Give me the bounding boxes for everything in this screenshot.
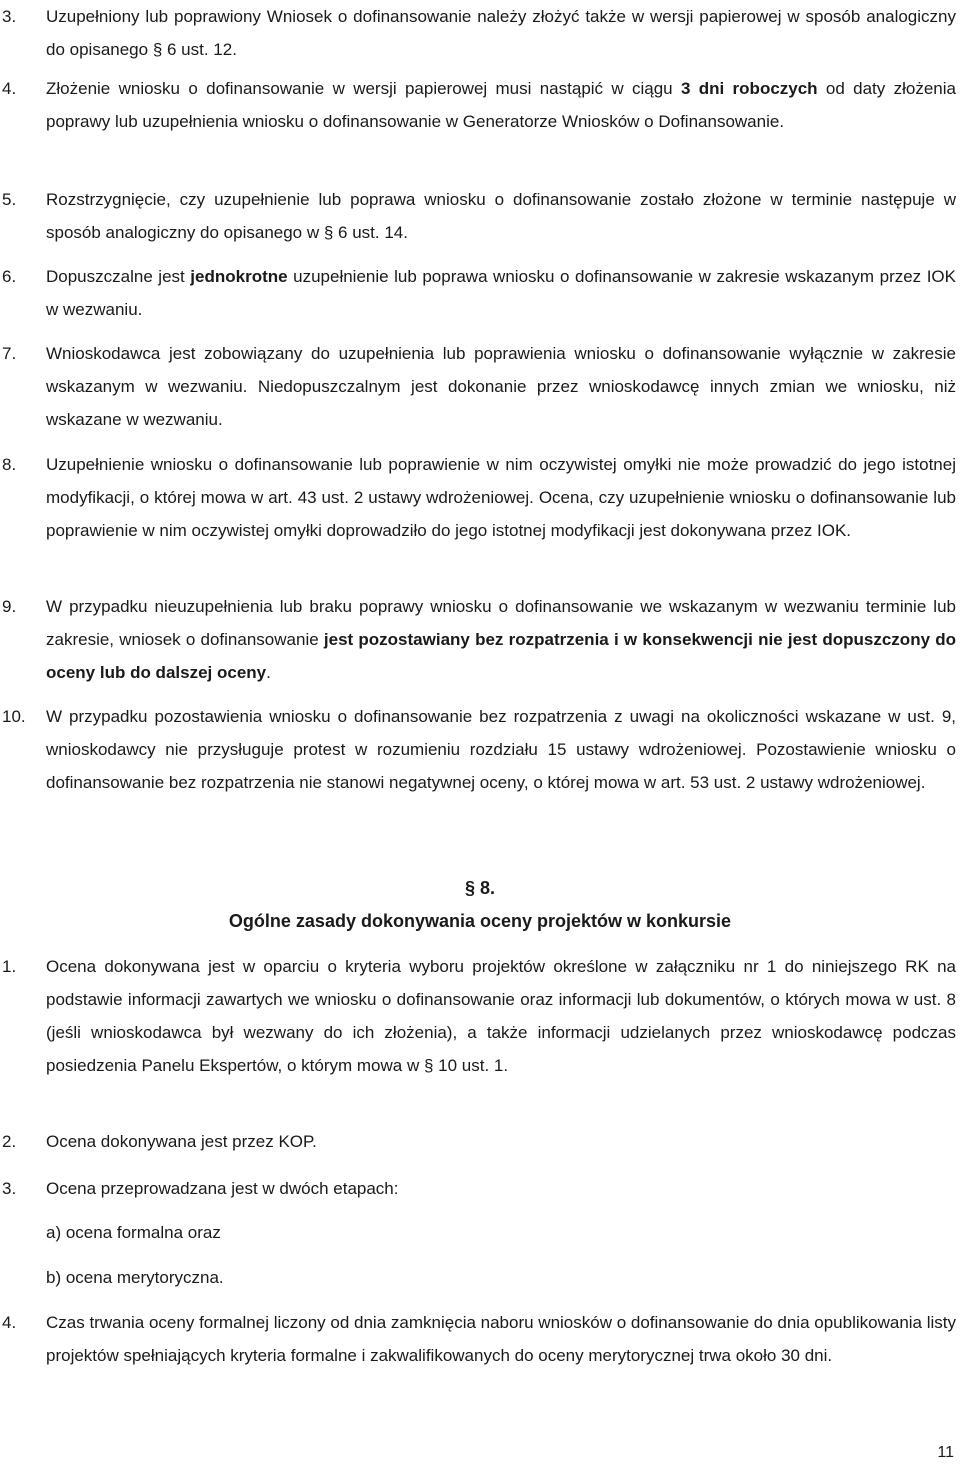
- list-item: 8. Uzupełnienie wniosku o dofinansowanie lub poprawienie w nim oczywistej omyłki nie może prowadzić do jego istotnej modyfikacji, o której mowa w art. 43 ust. 2 ustawy wdrożeniowej. Ocena, czy uzupełnienie wniosku o dofinansowanie lub poprawienie w nim oczywistej omyłki doprowadziło do jego istotnej modyfikacji jest dokonywana przez IOK.: [2, 455, 956, 540]
- list-item: 10. W przypadku pozostawienia wniosku o dofinansowanie bez rozpatrzenia z uwagi na okoliczności wskazane w ust. 9, wnioskodawcy nie przysługuje protest w rozumieniu rozdziału 15 ustawy wdrożeniowej. Pozostawienie wniosku o dofinansowanie bez rozpatrzenia nie stanowi negatywnej oceny, o której mowa w art. 53 ust. 2 ustawy wdrożeniowej.: [2, 707, 956, 792]
- section-number: § 8.: [464, 878, 496, 898]
- section-title: Ogólne zasady dokonywania oceny projektów w konkursie: [228, 911, 732, 931]
- sub-list-item: b) ocena merytoryczna.: [46, 1268, 224, 1287]
- list-item: 3. Ocena przeprowadzana jest w dwóch etapach:: [2, 1179, 399, 1198]
- page-number: 11: [937, 1444, 954, 1461]
- list-item: 3. Uzupełniony lub poprawiony Wniosek o dofinansowanie należy złożyć także w wersji papierowej w sposób analogiczny do opisanego § 6 ust. 12.: [2, 7, 956, 59]
- list-item: 6. Dopuszczalne jest jednokrotne uzupełnienie lub poprawa wniosku o dofinansowanie w zakresie wskazanym przez IOK w wezwaniu.: [2, 267, 956, 319]
- list-item: 5. Rozstrzygnięcie, czy uzupełnienie lub poprawa wniosku o dofinansowanie zostało złożone w terminie następuje w sposób analogiczny do opisanego w § 6 ust. 14.: [2, 190, 956, 242]
- list-item: 1. Ocena dokonywana jest w oparciu o kryteria wyboru projektów określone w załączniku nr 1 do niniejszego RK na podstawie informacji zawartych we wniosku o dofinansowanie oraz informacji lub dokumentów, o których mowa w ust. 8 (jeśli wnioskodawca był wezwany do ich złożenia), a także informacji udzielanych przez wnioskodawcę podczas posiedzenia Panelu Ekspertów, o którym mowa w § 10 ust. 1.: [2, 957, 956, 1075]
- list-item: 4. Czas trwania oceny formalnej liczony od dnia zamknięcia naboru wniosków o dofinansowanie do dnia opublikowania listy projektów spełniających kryteria formalne i zakwalifikowanych do oceny merytorycznej trwa około 30 dni.: [2, 1313, 957, 1365]
- list-item: 4. Złożenie wniosku o dofinansowanie w wersji papierowej musi nastąpić w ciągu 3 dni roboczych od daty złożenia poprawy lub uzupełnienia wniosku o dofinansowanie w Generatorze Wniosków o Dofinansowanie.: [2, 79, 956, 131]
- list-item: 7. Wnioskodawca jest zobowiązany do uzupełnienia lub poprawienia wniosku o dofinansowanie wyłącznie w zakresie wskazanym w wezwaniu. Niedopuszczalnym jest dokonanie przez wnioskodawcę innych zmian we wniosku, niż wskazane w wezwaniu.: [2, 344, 956, 429]
- sub-list-item: a) ocena formalna oraz: [46, 1223, 221, 1242]
- list-item: 2. Ocena dokonywana jest przez KOP.: [2, 1132, 317, 1151]
- list-item: 9. W przypadku nieuzupełnienia lub braku poprawy wniosku o dofinansowanie we wskazanym w wezwaniu terminie lub zakresie, wniosek o dofinansowanie jest pozostawiany bez rozpatrzenia i w konsekwencji nie jest dopuszczony do oceny lub do dalszej oceny.: [2, 597, 957, 682]
